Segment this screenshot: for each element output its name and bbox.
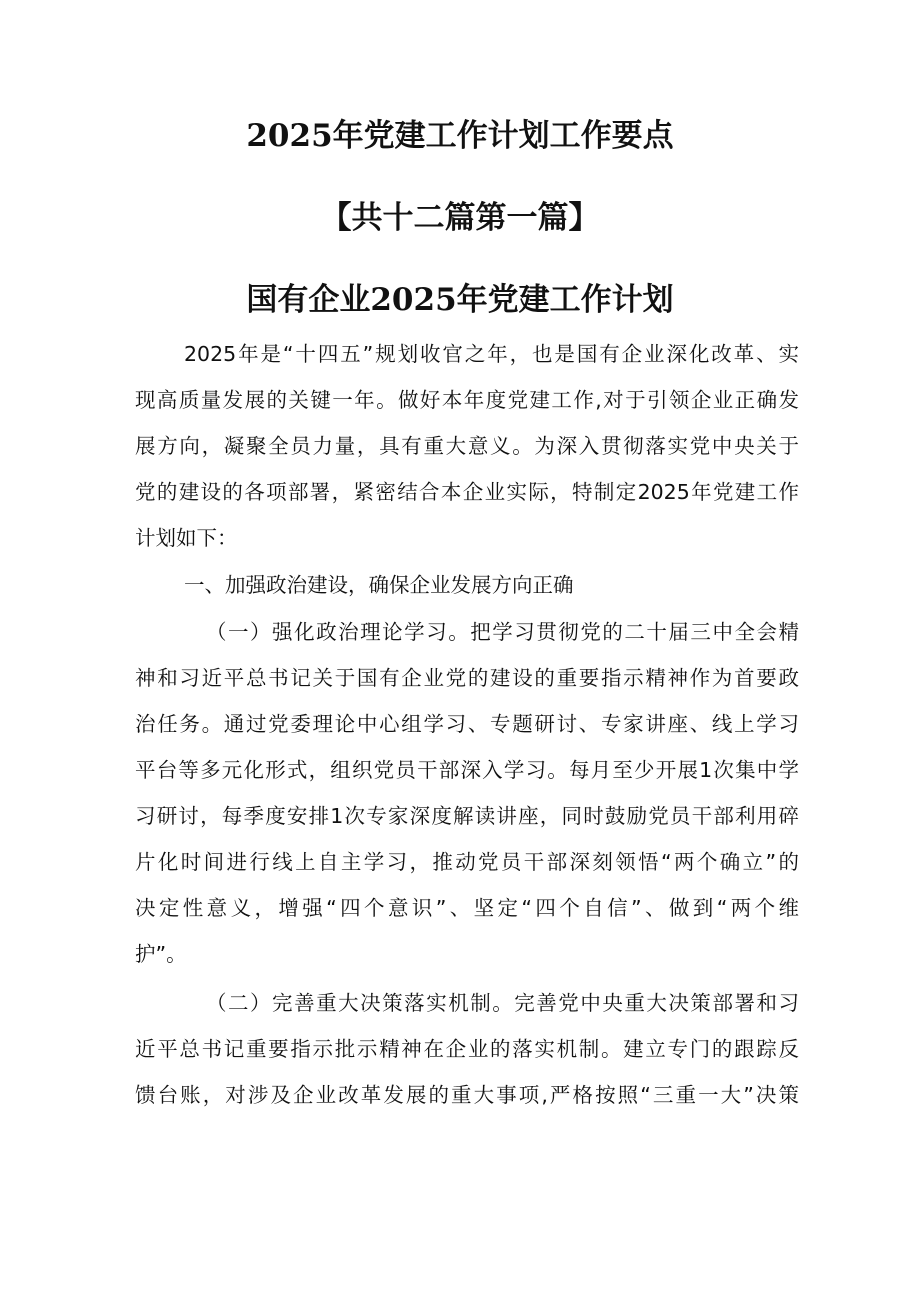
paragraph-line: 治任务。通过党委理论中心组学习、专题研讨、专家讲座、线上学习 [135,712,799,736]
paragraph-line: （二）完善重大决策落实机制。完善党中央重大决策部署和习 [206,991,799,1015]
paragraph-line: 党的建设的各项部署，紧密结合本企业实际，特制定2025年党建工作 [135,480,799,504]
document-subtitle: 国有企业2025年党建工作计划 [246,282,674,318]
paragraph-line: 决定性意义，增强“四个意识”、坚定“四个自信”、做到“两个维 [135,896,799,920]
section-heading: 一、加强政治建设，确保企业发展方向正确 [184,573,574,597]
paragraph-line: （一）强化政治理论学习。把学习贯彻党的二十届三中全会精 [206,620,799,644]
part-label: 【共十二篇第一篇】 [320,200,600,236]
paragraph-line: 计划如下： [135,526,238,550]
paragraph-line: 近平总书记重要指示批示精神在企业的落实机制。建立专门的跟踪反 [135,1037,799,1061]
paragraph-line: 神和习近平总书记关于国有企业党的建设的重要指示精神作为首要政 [135,666,799,690]
paragraph-line: 现高质量发展的关键一年。做好本年度党建工作,对于引领企业正确发 [135,388,799,412]
paragraph-line: 片化时间进行线上自主学习，推动党员干部深刻领悟“两个确立”的 [135,850,799,874]
paragraph-line: 习研讨，每季度安排1次专家深度解读讲座，同时鼓励党员干部利用碎 [135,804,799,828]
paragraph-line: 馈台账，对涉及企业改革发展的重大事项,严格按照“三重一大”决策 [135,1083,799,1107]
paragraph-line: 护”。 [135,942,187,966]
paragraph-line: 展方向，凝聚全员力量，具有重大意义。为深入贯彻落实党中央关于 [135,434,799,458]
paragraph-line: 平台等多元化形式，组织党员干部深入学习。每月至少开展1次集中学 [135,758,799,782]
document-title: 2025年党建工作计划工作要点 [246,118,674,154]
paragraph-line: 2025年是“十四五”规划收官之年，也是国有企业深化改革、实 [184,342,799,366]
